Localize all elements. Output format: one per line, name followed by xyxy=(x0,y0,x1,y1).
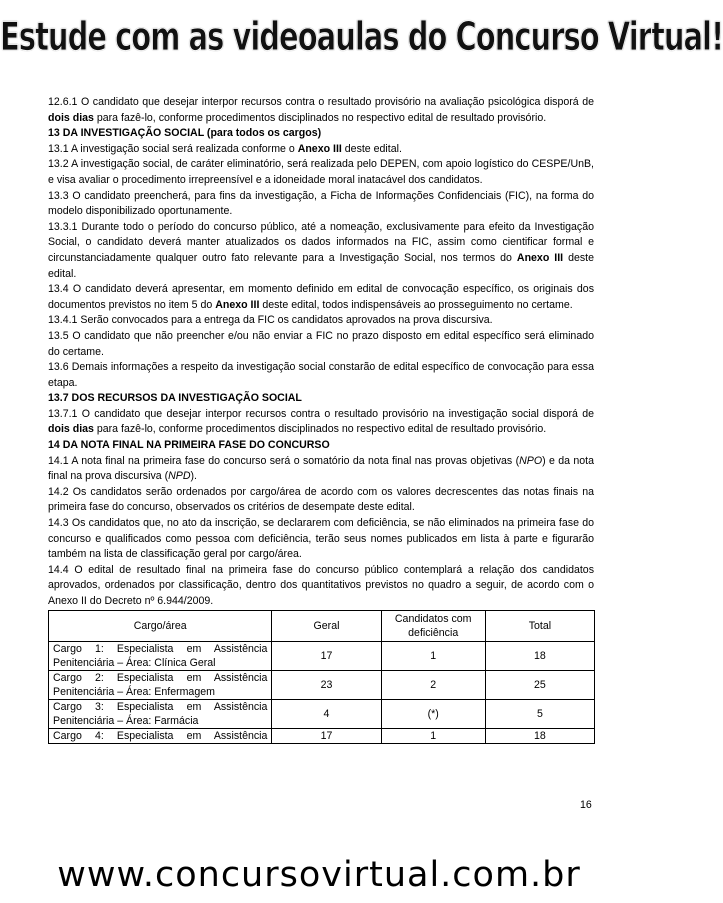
promo-banner: Estude com as videoaulas do Concurso Virtual! xyxy=(0,13,723,60)
section-heading: 13.7 DOS RECURSOS DA INVESTIGAÇÃO SOCIAL xyxy=(48,392,302,405)
section-heading: 13 DA INVESTIGAÇÃO SOCIAL (para todos os cargos) xyxy=(48,127,322,140)
cell-total: 5 xyxy=(485,699,594,728)
cell-deficiencia: 2 xyxy=(381,670,485,699)
cell-deficiencia: 1 xyxy=(381,728,485,743)
bold-text: Anexo III xyxy=(297,142,342,155)
vacancy-table xyxy=(48,610,595,744)
text-run: deste edital. xyxy=(341,142,402,155)
text-run: 13.4.1 Serão convocados para a entrega da FIC os candidatos aprovados na prova discursiva. xyxy=(48,314,493,327)
paragraph xyxy=(48,220,594,282)
text-run: para fazê-lo, conforme procedimentos disciplinados no respectivo edital de resultado provisório. xyxy=(93,111,547,124)
bold-text: Anexo III xyxy=(516,251,564,264)
cell-deficiencia: 1 xyxy=(381,641,485,670)
text-run: deste edital, todos indispensáveis ao prosseguimento no certame. xyxy=(259,298,573,311)
header-total: Total xyxy=(485,610,594,641)
section-heading: 14 DA NOTA FINAL NA PRIMEIRA FASE DO CONCURSO xyxy=(48,439,330,452)
cell-cargo: Cargo 3: Especialista em Assistência Penitenciária – Área: Farmácia xyxy=(49,699,272,728)
cell-total: 18 xyxy=(485,728,594,743)
paragraph xyxy=(48,189,594,220)
table-row xyxy=(49,670,595,699)
text-run: ). xyxy=(190,470,197,483)
text-run: 13.2 A investigação social, de caráter eliminatório, será realizada pelo DEPEN, com apoio logístico do CESPE/UnB, e visa avaliar o procedimento irrepreensível e a idoneidade moral inatacável dos candidatos. xyxy=(48,158,594,186)
paragraph xyxy=(48,95,594,126)
cell-geral: 17 xyxy=(272,728,381,743)
text-run: 13.3 O candidato preencherá, para fins da investigação, a Ficha de Informações Confidenciais (FIC), na forma do modelo disponibilizado oportunamente. xyxy=(48,189,594,218)
italic-text: NPD xyxy=(168,470,191,483)
bold-text: dois dias xyxy=(48,423,94,436)
paragraph xyxy=(48,516,594,563)
italic-text: NPO xyxy=(519,454,543,467)
header-geral: Geral xyxy=(272,610,381,641)
text-run: 13.5 O candidato que não preencher e/ou não enviar a FIC no prazo disposto em edital específico será eliminado do certame. xyxy=(48,329,594,358)
paragraph xyxy=(48,407,594,438)
paragraph xyxy=(48,157,594,188)
table-header-row xyxy=(49,610,595,641)
text-run: 14.2 Os candidatos serão ordenados por cargo/área de acordo com os valores decrescentes das notas finais na primeira fase do concurso, observados os critérios de desempate deste edital. xyxy=(48,485,594,514)
text-run: 12.6.1 O candidato que desejar interpor recursos contra o resultado provisório na avaliação psicológica disporá de xyxy=(48,96,594,108)
text-run: para fazê-lo, conforme procedimentos disciplinados no respectivo edital de resultado provisório. xyxy=(93,423,547,436)
cell-geral: 4 xyxy=(272,699,381,728)
cell-cargo: Cargo 4: Especialista em Assistência xyxy=(49,728,272,743)
text-run: 13.3.1 Durante todo o período do concurso público, até a nomeação, exclusivamente para efeito da Investigação Social, o candidato deverá manter atualizados os dados informados na FIC, assim como cientificar formal e circunstanciadamente qualquer outro fato relevante para a Investigação Social, nos termos do xyxy=(48,220,594,264)
text-run: 14.3 Os candidatos que, no ato da inscrição, se declararem com deficiência, se não eliminados na primeira fase do concurso e qualificados como pessoa com deficiência, terão seus nomes publicados em lista à parte e figurarão também na lista de classificação geral por cargo/área. xyxy=(48,517,594,561)
cell-geral: 17 xyxy=(272,641,381,670)
document-body xyxy=(48,95,594,744)
paragraph xyxy=(48,563,594,610)
cell-cargo: Cargo 2: Especialista em Assistência Penitenciária – Área: Enfermagem xyxy=(49,670,272,699)
footer-url: www.concursovirtual.com.br xyxy=(57,855,581,895)
paragraph xyxy=(48,313,594,329)
text-run: 14.4 O edital de resultado final na primeira fase do concurso público contemplará a relação dos candidatos aprovados, ordenados por classificação, dentro dos quantitativos previstos no quadro a seguir, de acordo com o Anexo II do Decreto nº 6.944/2009. xyxy=(48,563,594,607)
text-run: 13.1 A investigação social será realizada conforme o xyxy=(48,142,298,155)
paragraph-list xyxy=(48,95,594,610)
text-run: ) e da nota final na prova discursiva ( xyxy=(48,454,595,483)
table-row xyxy=(49,641,595,670)
paragraph xyxy=(48,454,594,485)
text-run: 13.6 Demais informações a respeito da investigação social constarão de edital específico de convocação para essa etapa. xyxy=(48,361,594,389)
cell-geral: 23 xyxy=(272,670,381,699)
paragraph xyxy=(48,360,594,391)
page-number: 16 xyxy=(580,799,592,811)
paragraph xyxy=(48,485,594,516)
paragraph xyxy=(48,282,594,313)
paragraph xyxy=(48,329,594,360)
text-run: deste edital. xyxy=(48,251,594,280)
header-deficiencia: Candidatos com deficiência xyxy=(381,610,485,641)
header-cargo: Cargo/área xyxy=(49,610,272,641)
bold-text: dois dias xyxy=(48,111,94,124)
paragraph xyxy=(48,142,594,158)
table-row xyxy=(49,699,595,728)
bold-text: Anexo III xyxy=(215,298,260,311)
cell-deficiencia: (*) xyxy=(381,699,485,728)
cell-total: 18 xyxy=(485,641,594,670)
text-run: 13.4 O candidato deverá apresentar, em momento definido em edital de convocação específico, os originais dos documentos previstos no item 5 do xyxy=(48,283,594,311)
cell-total: 25 xyxy=(485,670,594,699)
text-run: 13.7.1 O candidato que desejar interpor recursos contra o resultado provisório na investigação social disporá de xyxy=(48,407,594,420)
text-run: 14.1 A nota final na primeira fase do concurso será o somatório da nota final nas provas objetivas ( xyxy=(48,454,520,467)
cell-cargo: Cargo 1: Especialista em Assistência Penitenciária – Área: Clínica Geral xyxy=(49,641,272,670)
table-row xyxy=(49,728,595,743)
